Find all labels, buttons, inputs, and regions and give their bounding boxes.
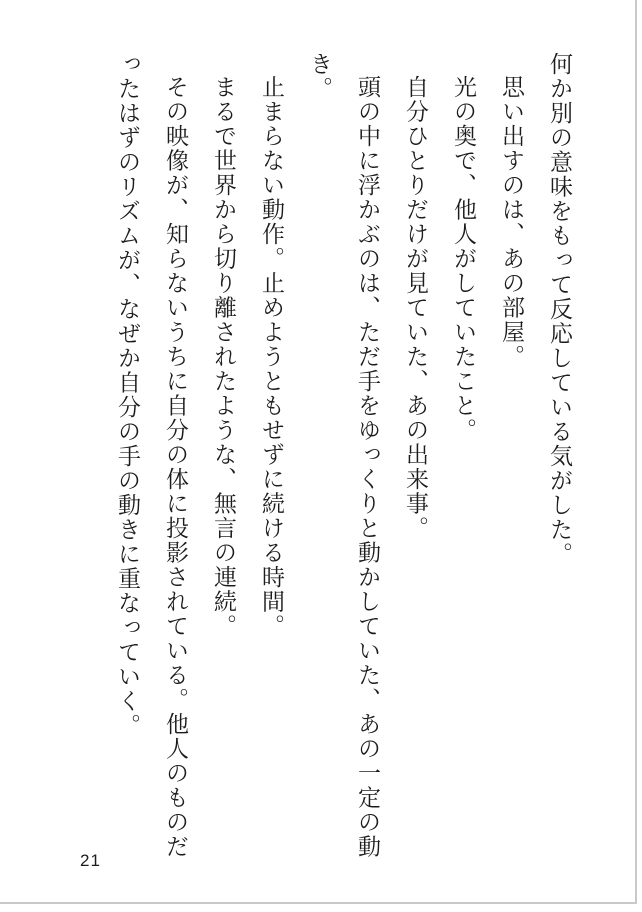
paragraph: 光の奥で、他人がしていたこと。 — [451, 75, 476, 443]
paragraph: その映像が、知らないうちに自分の体に投影されている。他人のものだったはずのリズムが、なぜか自分の手の動きに重なっていく。 — [115, 52, 188, 859]
paragraph: 思い出すのは、あの部屋。 — [499, 75, 524, 369]
vertical-text-block — [103, 52, 583, 864]
page-number: 21 — [80, 851, 101, 870]
paragraph: 止まらない動作。止めようともせずに続ける時間。 — [259, 75, 284, 639]
paragraph: 頭の中に浮かぶのは、ただ手をゆっくりと動かしていた、あの一定の動き。 — [307, 52, 380, 859]
paragraph: 何か別の意味をもって反応している気がした。 — [547, 52, 572, 567]
paragraph: まるで世界から切り離されたような、無言の連続。 — [211, 75, 236, 639]
paragraph: 自分ひとりだけが見ていた、あの出来事。 — [403, 75, 428, 541]
